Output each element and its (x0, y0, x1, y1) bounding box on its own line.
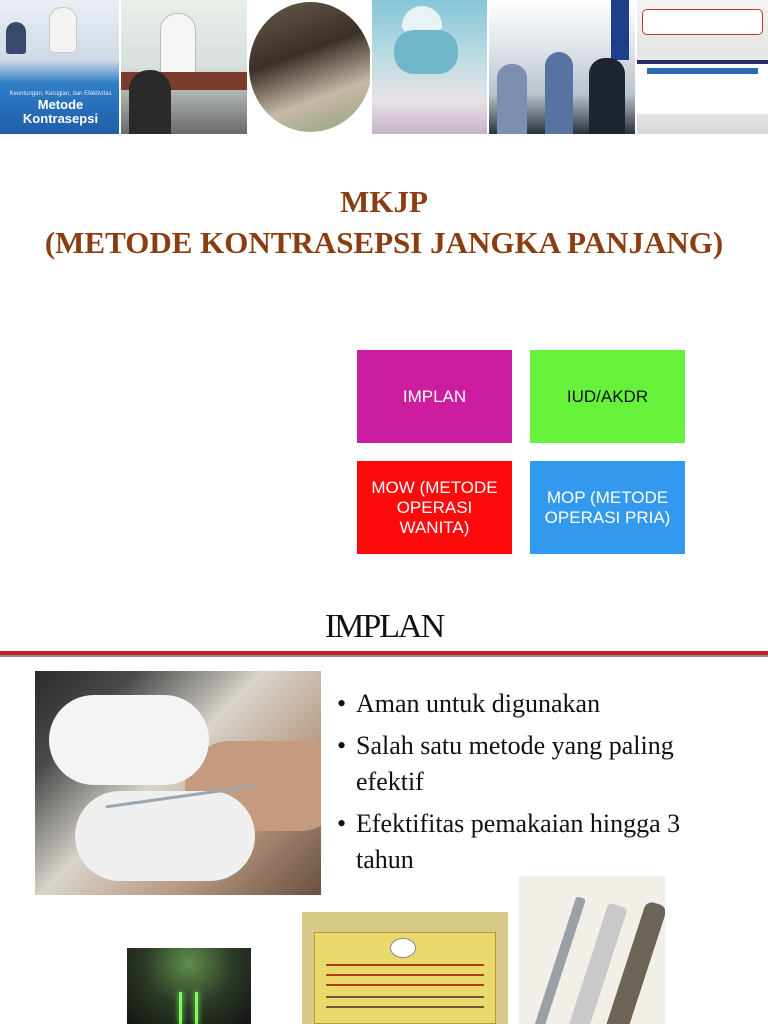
patient-figure (129, 70, 171, 134)
officer-figure (545, 52, 573, 134)
implant-rod (179, 992, 182, 1024)
nurse-figure (50, 8, 76, 52)
package-text-line (326, 996, 484, 998)
doctor-consultation-photo (121, 0, 249, 134)
contraception-book-cover-photo (0, 0, 121, 134)
book-cover-heading: Metode Kontrasepsi (22, 97, 99, 126)
list-item (337, 728, 737, 800)
package-logo (390, 938, 416, 958)
package-text-line (326, 964, 484, 966)
implan-bullet-list (337, 686, 737, 884)
page-title: MKJP (340, 184, 428, 219)
method-box-mop: MOP (METODE OPERASI PRIA) (530, 461, 685, 554)
ship-stripe (647, 68, 758, 74)
surgeon-gown (394, 30, 458, 74)
header-photo-strip (0, 0, 768, 134)
photo-background (127, 948, 251, 1024)
implant-rod (195, 992, 198, 1024)
bullet-text: Aman untuk digunakan (356, 689, 601, 718)
section-heading: IMPLAN (324, 608, 444, 645)
method-box-iud-akdr: IUD/AKDR (530, 350, 685, 443)
hospital-ship-photo (637, 0, 768, 134)
circular-photo-frame (249, 2, 372, 132)
bullet-text: Efektifitas pemakaian hingga 3 tahun (356, 809, 681, 874)
list-item (337, 806, 737, 878)
list-item (337, 686, 737, 722)
official-figure (497, 64, 527, 134)
page-subtitle: (METODE KONTRASEPSI JANGKA PANJANG) (44, 225, 724, 260)
bullet-icon: • (337, 689, 347, 718)
implant-trocar-tools-photo (519, 876, 665, 1024)
section-divider-shadow (0, 655, 768, 657)
lifeboat (643, 10, 762, 34)
implant-insertion-photo (35, 671, 321, 895)
bullet-icon: • (337, 809, 347, 838)
book-cover-subtitle: Keuntungan, Kerugian, dan Efektivitas (9, 91, 112, 97)
officials-event-photo (489, 0, 637, 134)
bullet-icon: • (337, 731, 347, 760)
official-figure (589, 58, 625, 134)
implant-package-photo (302, 912, 508, 1024)
implant-rods-photo (127, 948, 251, 1024)
method-box-mow: MOW (METODE OPERASI WANITA) (357, 461, 512, 554)
book-cover-title (8, 91, 113, 126)
method-box-implan: IMPLAN (357, 350, 512, 443)
package-text-line (326, 984, 484, 986)
package-text-line (326, 1006, 484, 1008)
bullet-text: Salah satu metode yang paling efektif (356, 731, 674, 796)
banner (611, 0, 629, 60)
person-figure (6, 22, 26, 54)
patient-procedure-photo (249, 0, 372, 134)
surgery-photo (372, 0, 489, 134)
surgeon-cap (402, 6, 442, 32)
package-text-line (326, 974, 484, 976)
gloved-hand (75, 791, 255, 881)
gloved-hand (49, 695, 209, 785)
